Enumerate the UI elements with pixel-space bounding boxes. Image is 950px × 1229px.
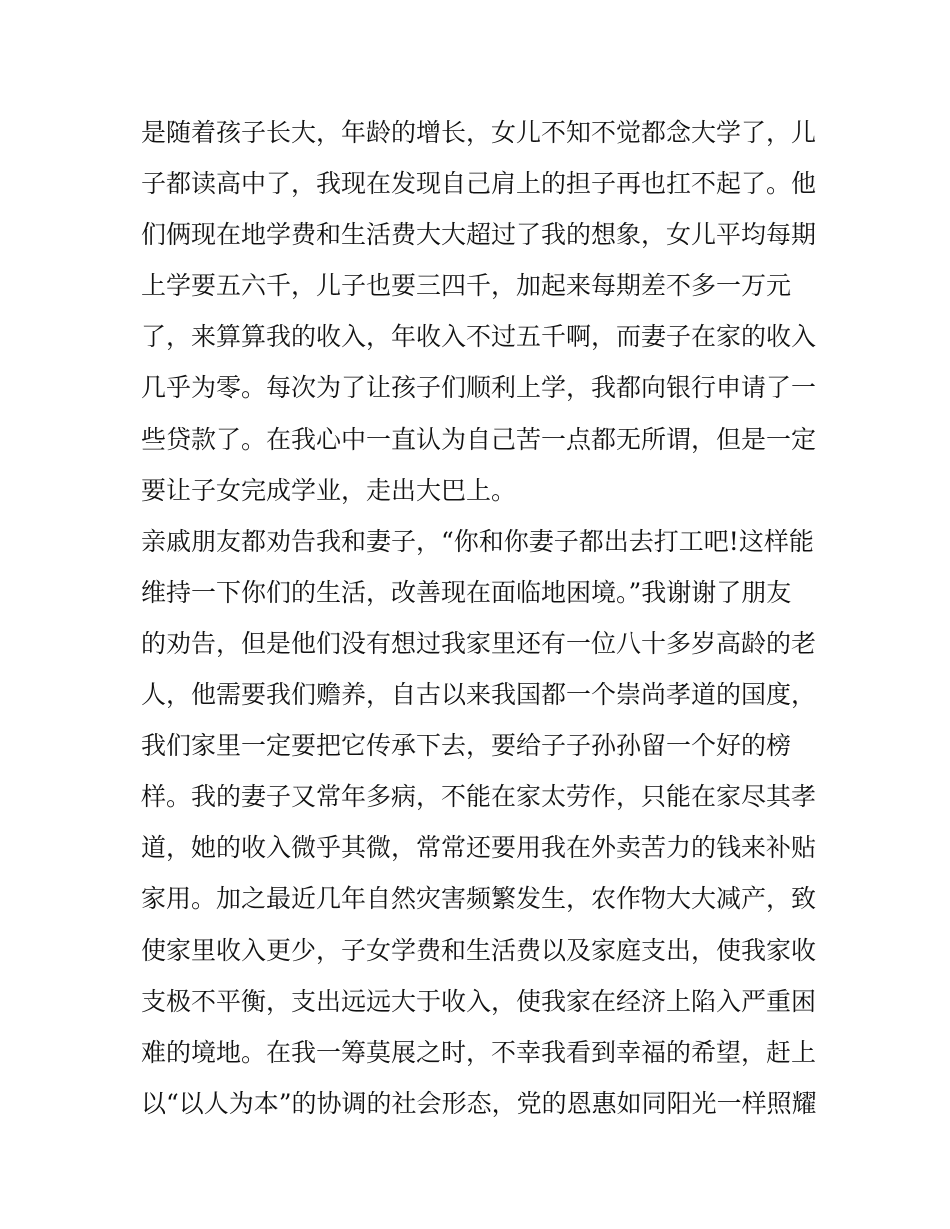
text-line: 以“以人为本”的协调的社会形态，党的恩惠如同阳光一样照耀 xyxy=(141,1088,817,1118)
text-line: 亲戚朋友都劝告我和妻子，“你和你妻子都出去打工吧!这样能 xyxy=(141,526,814,556)
text-line: 是随着孩子长大，年龄的增长，女儿不知不觉都念大学了，儿 xyxy=(141,118,817,147)
text-line: 人，他需要我们赡养，自古以来我国都一个崇尚孝道的国度， xyxy=(141,680,817,710)
text-line: 家用。加之最近几年自然灾害频繁发生，农作物大大减产，致 xyxy=(141,884,817,914)
text-line: 的劝告，但是他们没有想过我家里还有一位八十多岁高龄的老 xyxy=(141,628,817,658)
text-line: 了，来算算我的收入，年收入不过五千啊，而妻子在家的收入 xyxy=(141,322,817,352)
text-line: 们俩现在地学费和生活费大大超过了我的想象，女儿平均每期 xyxy=(141,220,817,250)
text-line: 支极不平衡，支出远远大于收入，使我家在经济上陷入严重困 xyxy=(141,986,817,1016)
text-line: 些贷款了。在我心中一直认为自己苦一点都无所谓，但是一定 xyxy=(141,424,817,454)
text-line: 使家里收入更少，子女学费和生活费以及家庭支出，使我家收 xyxy=(141,935,817,965)
text-line: 子都读高中了，我现在发现自己肩上的担子再也扛不起了。他 xyxy=(141,169,817,199)
text-line: 要让子女完成学业，走出大巴上。 xyxy=(141,475,517,505)
text-line: 几乎为零。每次为了让孩子们顺利上学，我都向银行申请了一 xyxy=(141,373,817,403)
document-body-text xyxy=(141,107,821,1129)
text-line: 我们家里一定要把它传承下去，要给子子孙孙留一个好的榜 xyxy=(141,731,792,761)
text-line: 难的境地。在我一筹莫展之时，不幸我看到幸福的希望，赶上 xyxy=(141,1037,817,1067)
text-line: 道，她的收入微乎其微，常常还要用我在外卖苦力的钱来补贴 xyxy=(141,833,817,863)
text-line: 维持一下你们的生活，改善现在面临地困境。”我谢谢了朋友 xyxy=(141,577,792,607)
text-line: 上学要五六千，儿子也要三四千，加起来每期差不多一万元 xyxy=(141,271,792,301)
text-line: 样。我的妻子又常年多病，不能在家太劳作，只能在家尽其孝 xyxy=(141,782,817,812)
